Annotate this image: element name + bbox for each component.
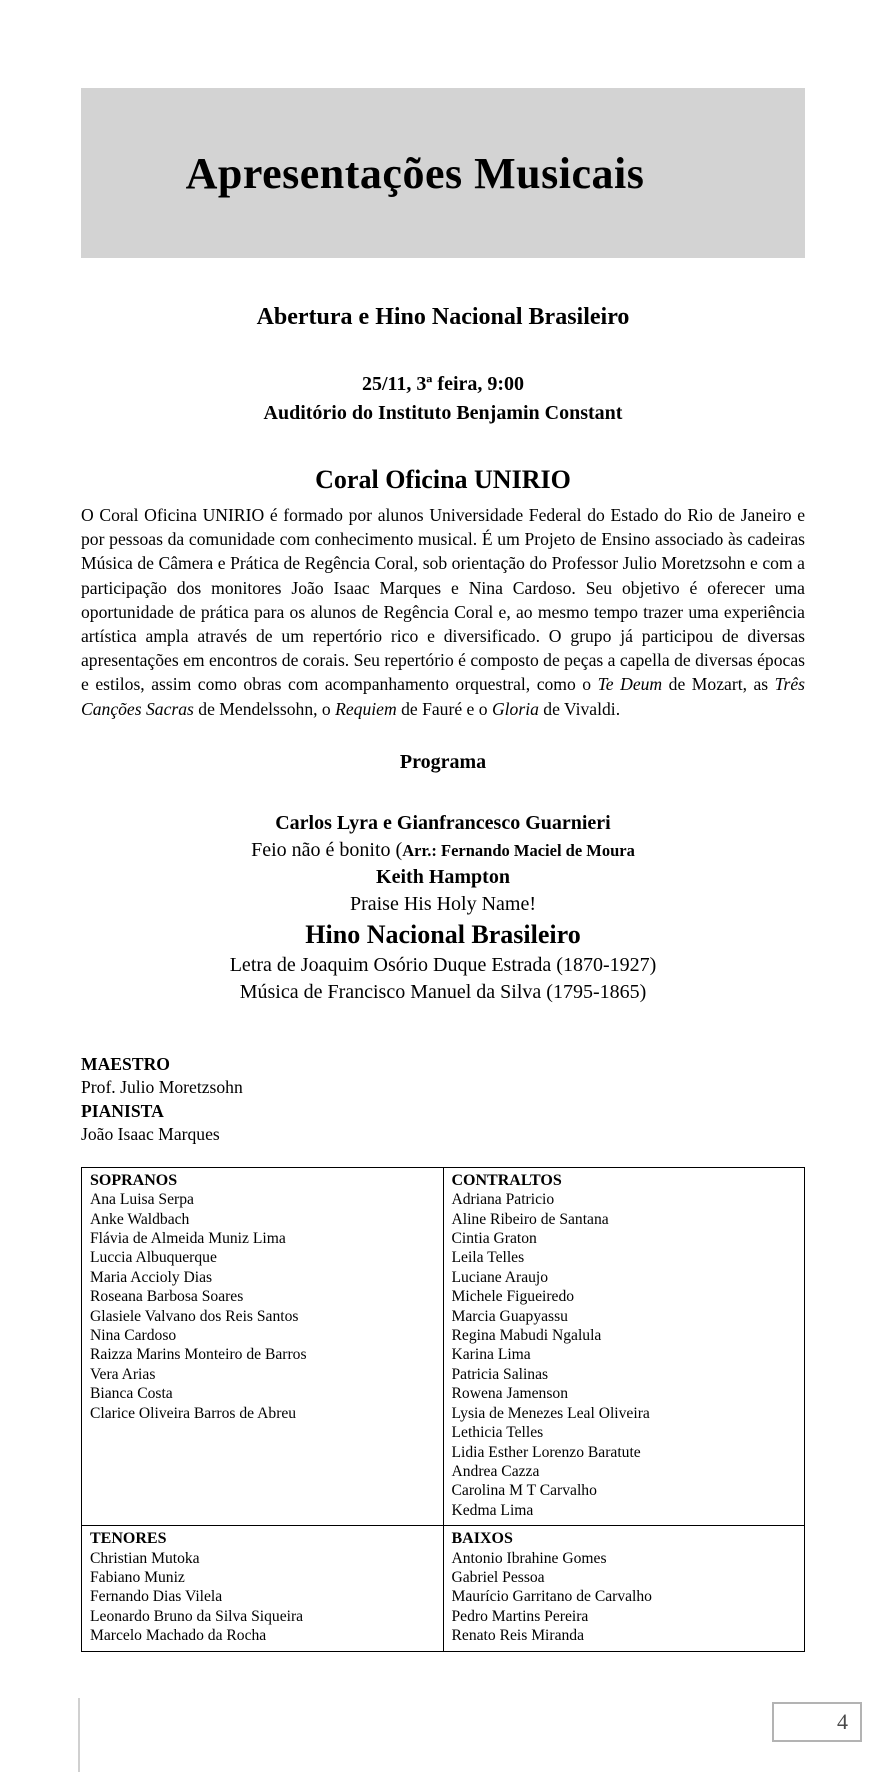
member-name: Lidia Esther Lorenzo Baratute: [451, 1443, 641, 1461]
text-segment: de Mendelssohn, o: [193, 698, 336, 719]
sopranos-cell: [82, 1167, 444, 1525]
maestro-name: Prof. Julio Moretzsohn: [81, 1077, 243, 1098]
anthem-music-credit: Música de Francisco Manuel da Silva (1795-1865): [239, 981, 647, 1004]
event-datetime: 25/11, 3ª feira, 9:00: [361, 373, 525, 395]
sopranos-list: [90, 1190, 435, 1423]
member-name: Patricia Salinas: [451, 1365, 549, 1383]
member-name: Lysia de Menezes Leal Oliveira: [451, 1404, 650, 1422]
staff-block: [81, 1053, 805, 1147]
member-name: Glasiele Valvano dos Reis Santos: [90, 1307, 299, 1325]
voice-section-label: CONTRALTOS: [451, 1171, 562, 1189]
member-name: Leonardo Bruno da Silva Siqueira: [90, 1607, 304, 1625]
pianist-label: PIANISTA: [81, 1100, 164, 1121]
tenores-list: [90, 1549, 435, 1646]
member-name: Aline Ribeiro de Santana: [451, 1210, 609, 1228]
voice-section-label: TENORES: [90, 1530, 167, 1548]
member-name: Pedro Martins Pereira: [451, 1607, 589, 1625]
member-name: Lethicia Telles: [451, 1424, 544, 1442]
member-name: Fabiano Muniz: [90, 1568, 185, 1586]
member-name: Carolina M T Carvalho: [451, 1482, 597, 1500]
tenores-cell: [82, 1526, 444, 1651]
member-name: Cintia Graton: [451, 1230, 537, 1248]
text-segment: de Mozart, as: [662, 674, 775, 695]
work-title: Te Deum: [597, 674, 663, 695]
program-list: [81, 810, 805, 1007]
member-name: Marcelo Machado da Rocha: [90, 1627, 267, 1645]
event-title: Abertura e Hino Nacional Brasileiro: [256, 304, 630, 330]
member-name: Maurício Garritano de Carvalho: [451, 1588, 652, 1606]
work-title: Gloria: [491, 698, 539, 719]
footer-left-rule: [78, 1698, 80, 1772]
member-name: Luciane Araujo: [451, 1268, 549, 1286]
program-heading: Programa: [399, 750, 487, 773]
program-composer: Keith Hampton: [376, 865, 510, 888]
page-content: [81, 88, 805, 1652]
member-name: Roseana Barbosa Soares: [90, 1288, 244, 1306]
member-name: Adriana Patricio: [451, 1191, 555, 1209]
text-segment: O Coral Oficina UNIRIO é formado por alunos Universidade Federal do Estado do Rio de Janeiro e por pessoas da comunidade com conhecimento musical. É um Projeto de Ensino associado às cadeiras Música de Câmera e Prática de Regência Coral, sob orientação do Professor Julio Moretzsohn e com a participação dos monitores João Isaac Marques e Nina Cardoso. Seu objetivo é oferecer uma oportunidade de prática para os alunos de Regência Coral e, ao mesmo tempo trazer uma experiência artística ampla através de um repertório rico e diversificado. O grupo já participou de diversas apresentações em encontros de corais. Seu repertório é composto de peças a capella de diversas épocas e estilos, assim como obras com acompanhamento orquestral, como o: [81, 505, 805, 695]
program-piece: Praise His Holy Name!: [349, 892, 537, 915]
members-table: [81, 1167, 805, 1652]
member-name: Kedma Lima: [451, 1501, 534, 1519]
voice-section-label: BAIXOS: [451, 1530, 513, 1548]
member-name: Clarice Oliveira Barros de Abreu: [90, 1404, 297, 1422]
voice-section-label: SOPRANOS: [90, 1171, 178, 1189]
work-title: Três Canções Sacras: [81, 674, 805, 719]
member-name: Nina Cardoso: [90, 1327, 177, 1345]
arranger-credit: Arr.: Fernando Maciel de Moura: [402, 840, 635, 860]
baixos-list: [452, 1549, 797, 1646]
member-name: Maria Accioly Dias: [90, 1268, 213, 1286]
member-name: Christian Mutoka: [90, 1549, 200, 1567]
member-name: Renato Reis Miranda: [451, 1627, 585, 1645]
member-name: Antonio Ibrahine Gomes: [451, 1549, 607, 1567]
contraltos-cell: [443, 1167, 805, 1525]
member-name: Michele Figueiredo: [451, 1288, 575, 1306]
anthem-title: Hino Nacional Brasileiro: [305, 919, 581, 949]
work-title: Requiem: [335, 698, 397, 719]
choir-description: [81, 503, 805, 721]
maestro-label: MAESTRO: [81, 1053, 170, 1074]
member-name: Luccia Albuquerque: [90, 1249, 217, 1267]
page-number: 4: [837, 1709, 848, 1734]
anthem-lyrics-credit: Letra de Joaquim Osório Duque Estrada (1870-1927): [229, 953, 657, 976]
member-name: Gabriel Pessoa: [451, 1568, 545, 1586]
member-name: Marcia Guapyassu: [451, 1307, 568, 1325]
member-name: Bianca Costa: [90, 1385, 173, 1403]
member-name: Anke Waldbach: [90, 1210, 190, 1228]
pianist-name: João Isaac Marques: [81, 1124, 220, 1145]
member-name: Rowena Jamenson: [451, 1385, 568, 1403]
program-piece: [81, 837, 805, 864]
member-name: Andrea Cazza: [451, 1462, 540, 1480]
piece-title: Feio não é bonito (: [251, 838, 403, 861]
member-name: Leila Telles: [451, 1249, 525, 1267]
text-segment: de Fauré e o: [396, 698, 492, 719]
member-name: Vera Arias: [90, 1365, 156, 1383]
member-name: Flávia de Almeida Muniz Lima: [90, 1230, 286, 1248]
baixos-cell: [443, 1526, 805, 1651]
member-name: Fernando Dias Vilela: [90, 1588, 223, 1606]
member-name: Regina Mabudi Ngalula: [451, 1327, 602, 1345]
choir-name-heading: Coral Oficina UNIRIO: [315, 465, 571, 494]
table-row: [82, 1526, 805, 1651]
text-segment: de Vivaldi.: [538, 698, 621, 719]
program-composer: Carlos Lyra e Gianfrancesco Guarnieri: [275, 811, 611, 834]
page-title: Apresentações Musicais: [185, 148, 645, 198]
contraltos-list: [452, 1190, 797, 1520]
title-banner: [81, 88, 805, 258]
event-venue: Auditório do Instituto Benjamin Constant: [263, 402, 623, 424]
table-row: [82, 1167, 805, 1525]
member-name: Raizza Marins Monteiro de Barros: [90, 1346, 307, 1364]
member-name: Ana Luisa Serpa: [90, 1191, 194, 1209]
page-number-box: [772, 1702, 862, 1742]
member-name: Karina Lima: [451, 1346, 531, 1364]
